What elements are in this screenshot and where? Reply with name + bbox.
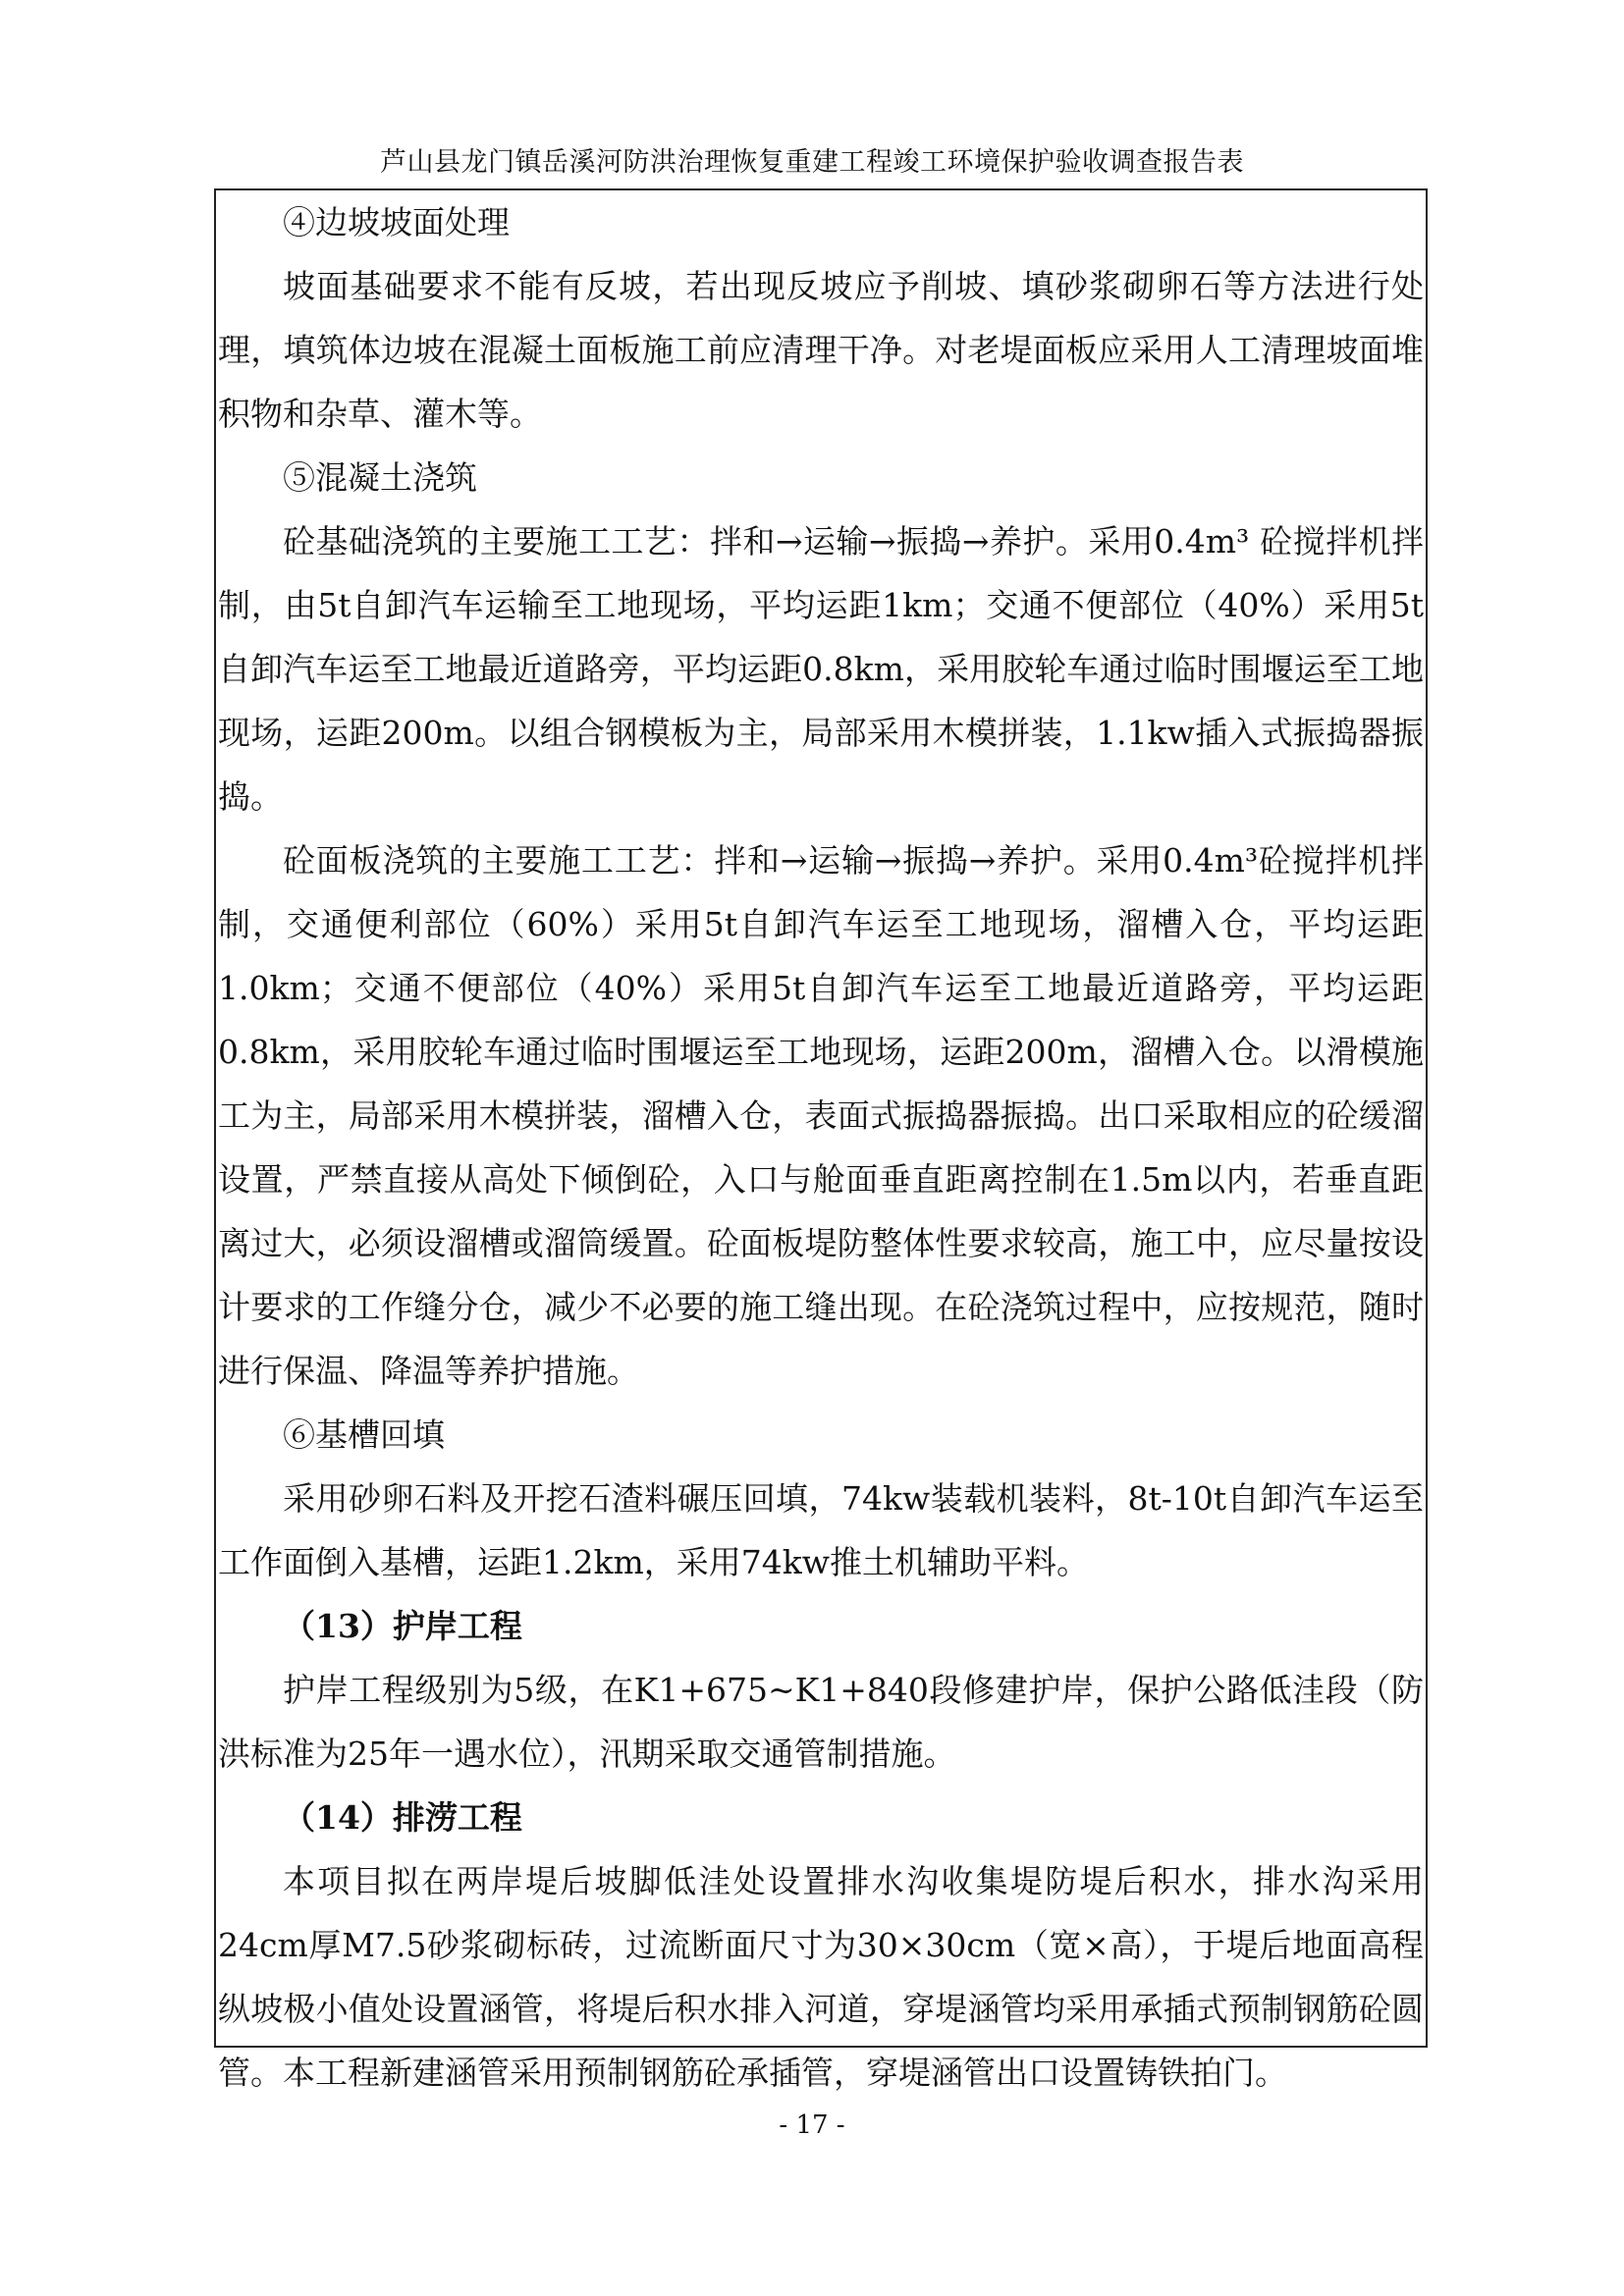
content-body	[218, 190, 1424, 2105]
page-number: - 17 -	[779, 2110, 845, 2140]
subheading-slope-treatment: ④边坡坡面处理	[283, 203, 510, 241]
content-frame	[214, 188, 1428, 2092]
paragraph-face-slab-pouring: 砼面板浇筑的主要施工工艺：拌和→运输→振捣→养护。采用0.4m³砼搅拌机拌制，交通便利部位（60%）采用5t自卸汽车运至工地现场，溜槽入仓，平均运距1.0km；交通不便部位（40%）采用5t自卸汽车运至工地最近道路旁，平均运距0.8km，采用胶轮车通过临时围堰运至工地现场，运距200m，溜槽入仓。以滑模施工为主，局部采用木模拼装，溜槽入仓，表面式振捣器振捣。出口采取相应的砼缓溜设置，严禁直接从高处下倾倒砼，入口与舱面垂直距离控制在1.5m以内，若垂直距离过大，必须设溜槽或溜筒缓置。砼面板堤防整体性要求较高，施工中，应尽量按设计要求的工作缝分仓，减少不必要的施工缝出现。在砼浇筑过程中，应按规范，随时进行保温、降温等养护措施。	[218, 841, 1424, 1390]
section-heading-drainage: （14）排涝工程	[283, 1798, 522, 1837]
paragraph-revetment: 护岸工程级别为5级，在K1+675~K1+840段修建护岸，保护公路低洼段（防洪标准为25年一遇水位），汛期采取交通管制措施。	[218, 1671, 1424, 1773]
paragraph-drainage: 本项目拟在两岸堤后坡脚低洼处设置排水沟收集堤防堤后积水，排水沟采用24cm厚M7.5砂浆砌标砖，过流断面尺寸为30×30cm（宽×高），于堤后地面高程纵坡极小值处设置涵管，将堤后积水排入河道，穿堤涵管均采用承插式预制钢筋砼圆管。本工程新建涵管采用预制钢筋砼承插管，穿堤涵管出口设置铸铁拍门。	[218, 1862, 1424, 2092]
subheading-trench-backfill: ⑥基槽回填	[283, 1415, 445, 1454]
subheading-concrete-pouring: ⑤混凝土浇筑	[283, 458, 477, 497]
document-header: 芦山县龙门镇岳溪河防洪治理恢复重建工程竣工环境保护验收调查报告表	[380, 147, 1244, 178]
paragraph-trench-backfill: 采用砂卵石料及开挖石渣料碾压回填，74kw装载机装料，8t-10t自卸汽车运至工作面倒入基槽，运距1.2km，采用74kw推土机辅助平料。	[218, 1479, 1424, 1581]
paragraph-foundation-pouring: 砼基础浇筑的主要施工工艺：拌和→运输→振捣→养护。采用0.4m³ 砼搅拌机拌制，由5t自卸汽车运输至工地现场，平均运距1km；交通不便部位（40%）采用5t自卸汽车运至工地最近道路旁，平均运距0.8km，采用胶轮车通过临时围堰运至工地现场，运距200m。以组合钢模板为主，局部采用木模拼装，1.1kw插入式振捣器振捣。	[218, 522, 1424, 816]
section-heading-revetment: （13）护岸工程	[283, 1607, 522, 1645]
paragraph-slope-treatment: 坡面基础要求不能有反坡，若出现反坡应予削坡、填砂浆砌卵石等方法进行处理，填筑体边坡在混凝土面板施工前应清理干净。对老堤面板应采用人工清理坡面堆积物和杂草、灌木等。	[218, 267, 1424, 433]
